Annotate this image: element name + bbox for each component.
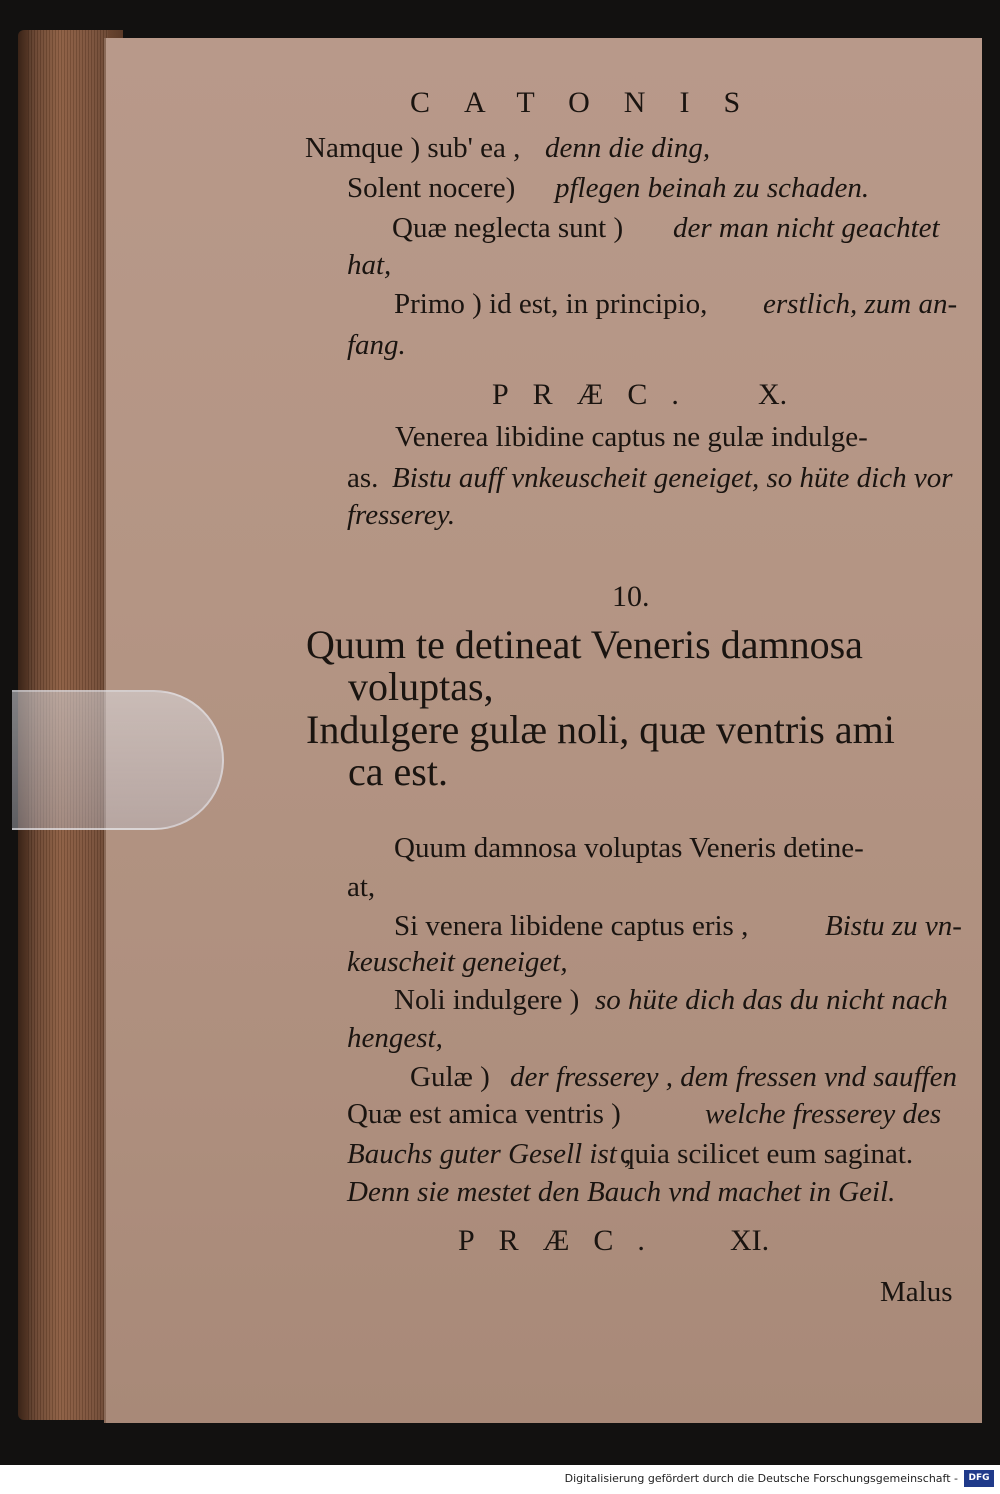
text-line: Bistu auff vnkeuscheit geneiget, so hüte dich vor <box>392 462 953 494</box>
text-line: as. <box>347 462 379 494</box>
text-line: Quæ est amica ventris ) <box>347 1098 621 1130</box>
text-line: hengest, <box>347 1022 443 1054</box>
text-line: Quum damnosa voluptas Veneris detine- <box>394 832 864 864</box>
text-line: hat, <box>347 249 392 281</box>
text-line: Quæ neglecta sunt ) <box>392 212 624 244</box>
text-line: Bistu zu vn- <box>825 910 962 942</box>
running-head: CATONIS <box>410 86 775 119</box>
text-line: at, <box>347 871 376 903</box>
text-line: so hüte dich das du nicht nach <box>595 984 948 1016</box>
text-line: fang. <box>347 329 406 361</box>
footer-bar <box>0 1465 1000 1494</box>
verse-line: ca est. <box>348 749 448 794</box>
funding-credit: Digitalisierung gefördert durch die Deutsche Forschungsgemeinschaft - <box>564 1472 958 1485</box>
section-heading: PRÆC. <box>492 378 703 411</box>
text-line: Bauchs guter Gesell ist , <box>347 1138 632 1170</box>
verse-line: Quum te detineat Veneris damnosa <box>306 622 863 667</box>
verse-number: 10. <box>612 580 650 613</box>
text-line: Gulæ ) <box>410 1061 490 1093</box>
text-line: keuscheit geneiget, <box>347 946 568 978</box>
section-number: X. <box>758 378 788 411</box>
text-line: pflegen beinah zu schaden. <box>555 172 870 204</box>
verse-line: voluptas, <box>348 664 494 709</box>
section-number: XI. <box>730 1224 770 1257</box>
text-line: Venerea libidine captus ne gulæ indulge- <box>395 421 868 453</box>
text-line: quia scilicet eum saginat. <box>620 1138 914 1170</box>
text-line: Si venera libidene captus eris , <box>394 910 749 942</box>
text-line: erstlich, zum an- <box>763 288 958 320</box>
text-line: Solent nocere) <box>347 172 516 204</box>
verse-line: Indulgere gulæ noli, quæ ventris ami <box>306 707 895 752</box>
text-line: der man nicht geachtet <box>673 212 940 244</box>
text-line: Namque ) sub' ea , <box>305 132 521 164</box>
text-line: Primo ) id est, in principio, <box>394 288 708 320</box>
text-line: welche fresserey des <box>705 1098 942 1130</box>
dfg-logo-icon: DFG <box>964 1470 994 1487</box>
text-line: denn die ding, <box>545 132 711 164</box>
text-line: der fresserey , dem fressen vnd sauffen <box>510 1061 957 1093</box>
text-line: fresserey. <box>347 499 456 531</box>
section-heading: PRÆC. <box>458 1224 669 1257</box>
catchword: Malus <box>880 1276 953 1308</box>
text-line: Denn sie mestet den Bauch vnd machet in Geil. <box>347 1176 896 1208</box>
text-line: Noli indulgere ) <box>394 984 580 1016</box>
